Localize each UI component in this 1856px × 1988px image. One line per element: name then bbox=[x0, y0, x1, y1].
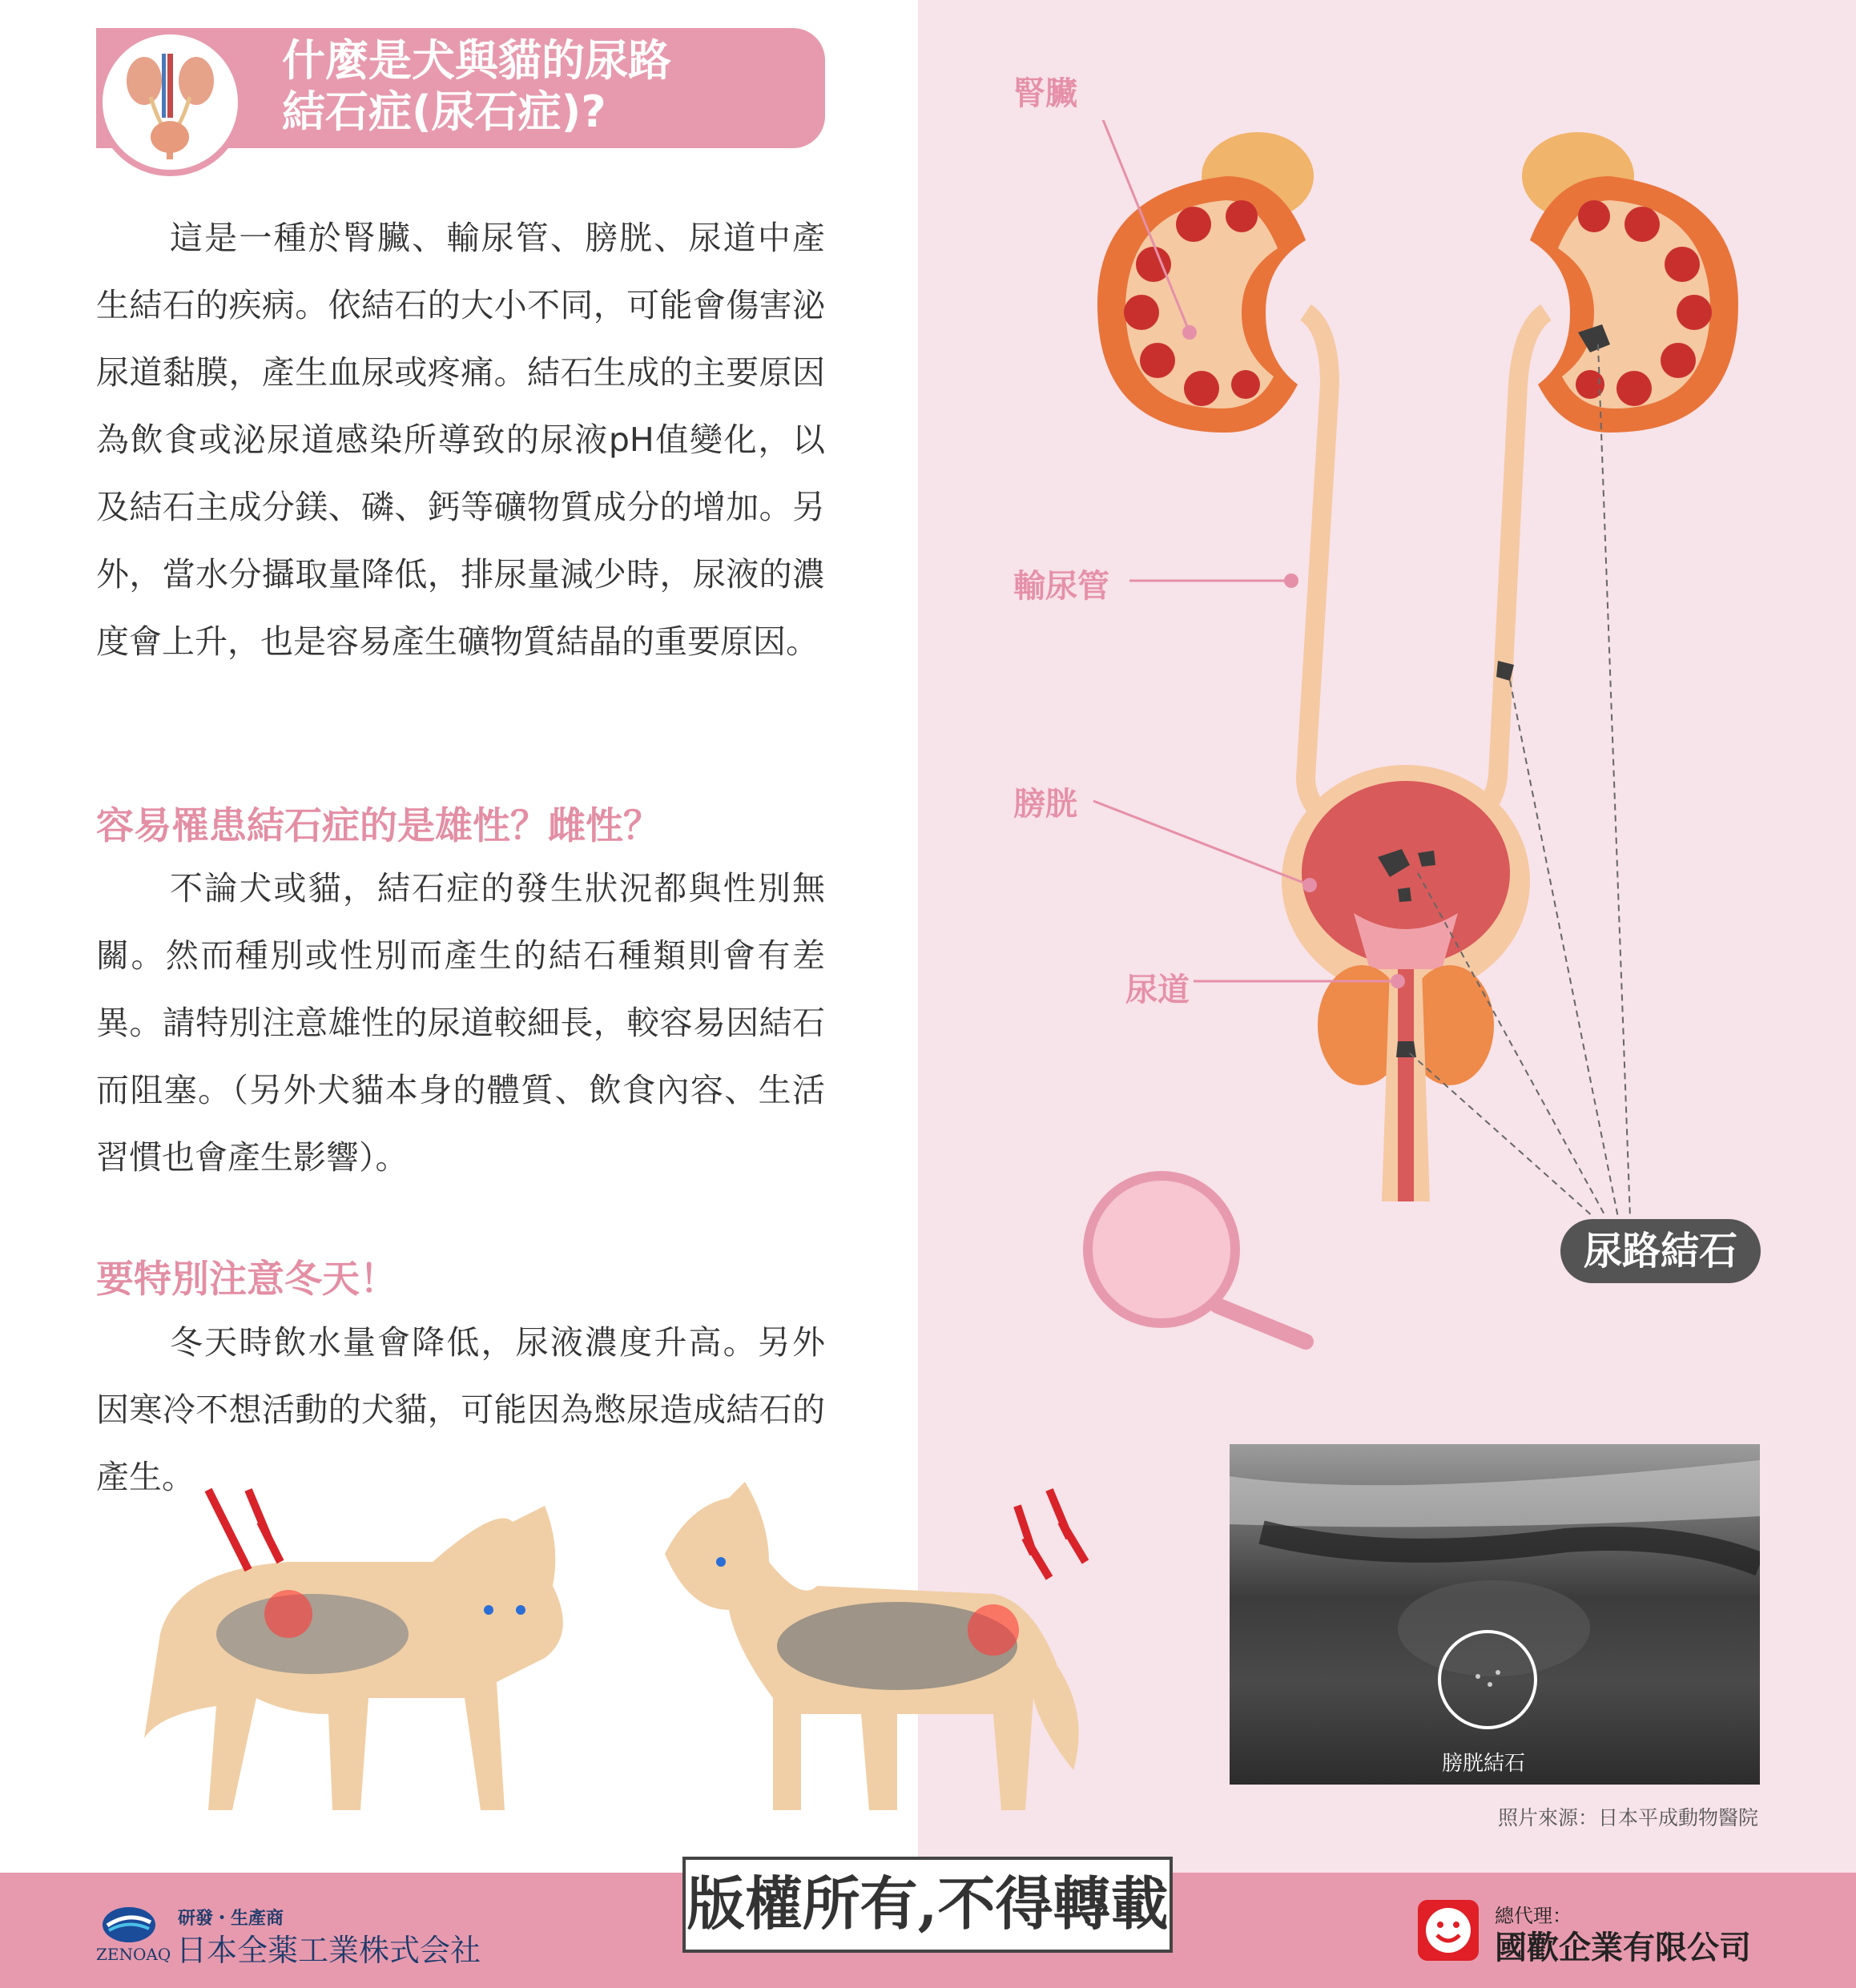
urinary-system-icon bbox=[96, 28, 244, 176]
pet-pain-illustration bbox=[128, 1474, 1121, 1842]
right-ureter bbox=[1466, 312, 1546, 825]
left-ureter bbox=[1306, 312, 1338, 825]
page-title bbox=[282, 35, 811, 138]
gender-heading: 容易罹患結石症的是雄性？雌性？ bbox=[96, 804, 661, 848]
urethra bbox=[1398, 969, 1414, 1201]
urethra-stone bbox=[1396, 1041, 1416, 1057]
urethra-label: 尿道 bbox=[1125, 972, 1190, 1008]
distributor-name: 國歡企業有限公司 bbox=[1495, 1930, 1751, 1966]
left-kidney bbox=[1097, 176, 1306, 433]
copyright-notice: 版權所有,不得轉載 bbox=[682, 1857, 1173, 1953]
urinary-tract-diagram bbox=[1065, 120, 1810, 1362]
manufacturer-name: 日本全薬工業株式会社 bbox=[176, 1933, 481, 1968]
zenoaq-logo-icon bbox=[101, 1905, 157, 1945]
zenoaq-wordmark: ZENOAQ bbox=[96, 1945, 171, 1964]
intro-paragraph: 這是一種於腎臟、輸尿管、膀胱、尿道中產生結石的疾病。依結石的大小不同，可能會傷害泌尿道黏膜，產生血尿或疼痛。結石生成的主要原因為飲食或泌尿道感染所導致的尿液pH值變化，以及結石主成分鎂、磷、鈣等礦物質成分的增加。另外，當水分攝取量降低，排尿量減少時，尿液的濃度會上升，也是容易產生礦物質結晶的重要原因。 bbox=[96, 219, 825, 661]
xray-photo bbox=[1230, 1444, 1760, 1785]
gender-paragraph: 不論犬或貓，結石症的發生狀況都與性別無關。然而種別或性別而產生的結石種類則會有差異。請特別注意雄性的尿道較細長，較容易因結石而阻塞。（另外犬貓本身的體質、飲食內容、生活習慣也會產生影響）。 bbox=[96, 869, 825, 1177]
distributor-role: 總代理： bbox=[1495, 1905, 1572, 1927]
xray-circle-label: 膀胱結石 bbox=[1442, 1752, 1526, 1776]
ureter-label: 輸尿管 bbox=[1013, 568, 1109, 605]
manufacturer-role: 研發・生產商 bbox=[178, 1909, 284, 1929]
winter-heading: 要特別注意冬天！ bbox=[96, 1258, 397, 1302]
dog-illustration bbox=[665, 1482, 1085, 1810]
bladder-label: 膀胱 bbox=[1013, 786, 1077, 823]
urinary-stone-badge: 尿路結石 bbox=[1560, 1219, 1761, 1283]
cat-illustration bbox=[144, 1490, 563, 1810]
distributor-logo-icon bbox=[1416, 1898, 1480, 1962]
magnifier-icon bbox=[1088, 1176, 1306, 1342]
photo-credit: 照片來源：日本平成動物醫院 bbox=[1498, 1806, 1759, 1829]
title-line-1: 什麼是犬與貓的尿路 bbox=[282, 35, 671, 86]
bladder bbox=[1282, 765, 1530, 997]
right-kidney bbox=[1530, 176, 1738, 433]
title-line-2: 結石症(尿石症)? bbox=[282, 87, 606, 137]
kidney-label: 腎臟 bbox=[1013, 75, 1077, 112]
winter-paragraph: 冬天時飲水量會降低，尿液濃度升高。另外因寒冷不想活動的犬貓，可能因為憋尿造成結石的產生。 bbox=[96, 1323, 825, 1496]
